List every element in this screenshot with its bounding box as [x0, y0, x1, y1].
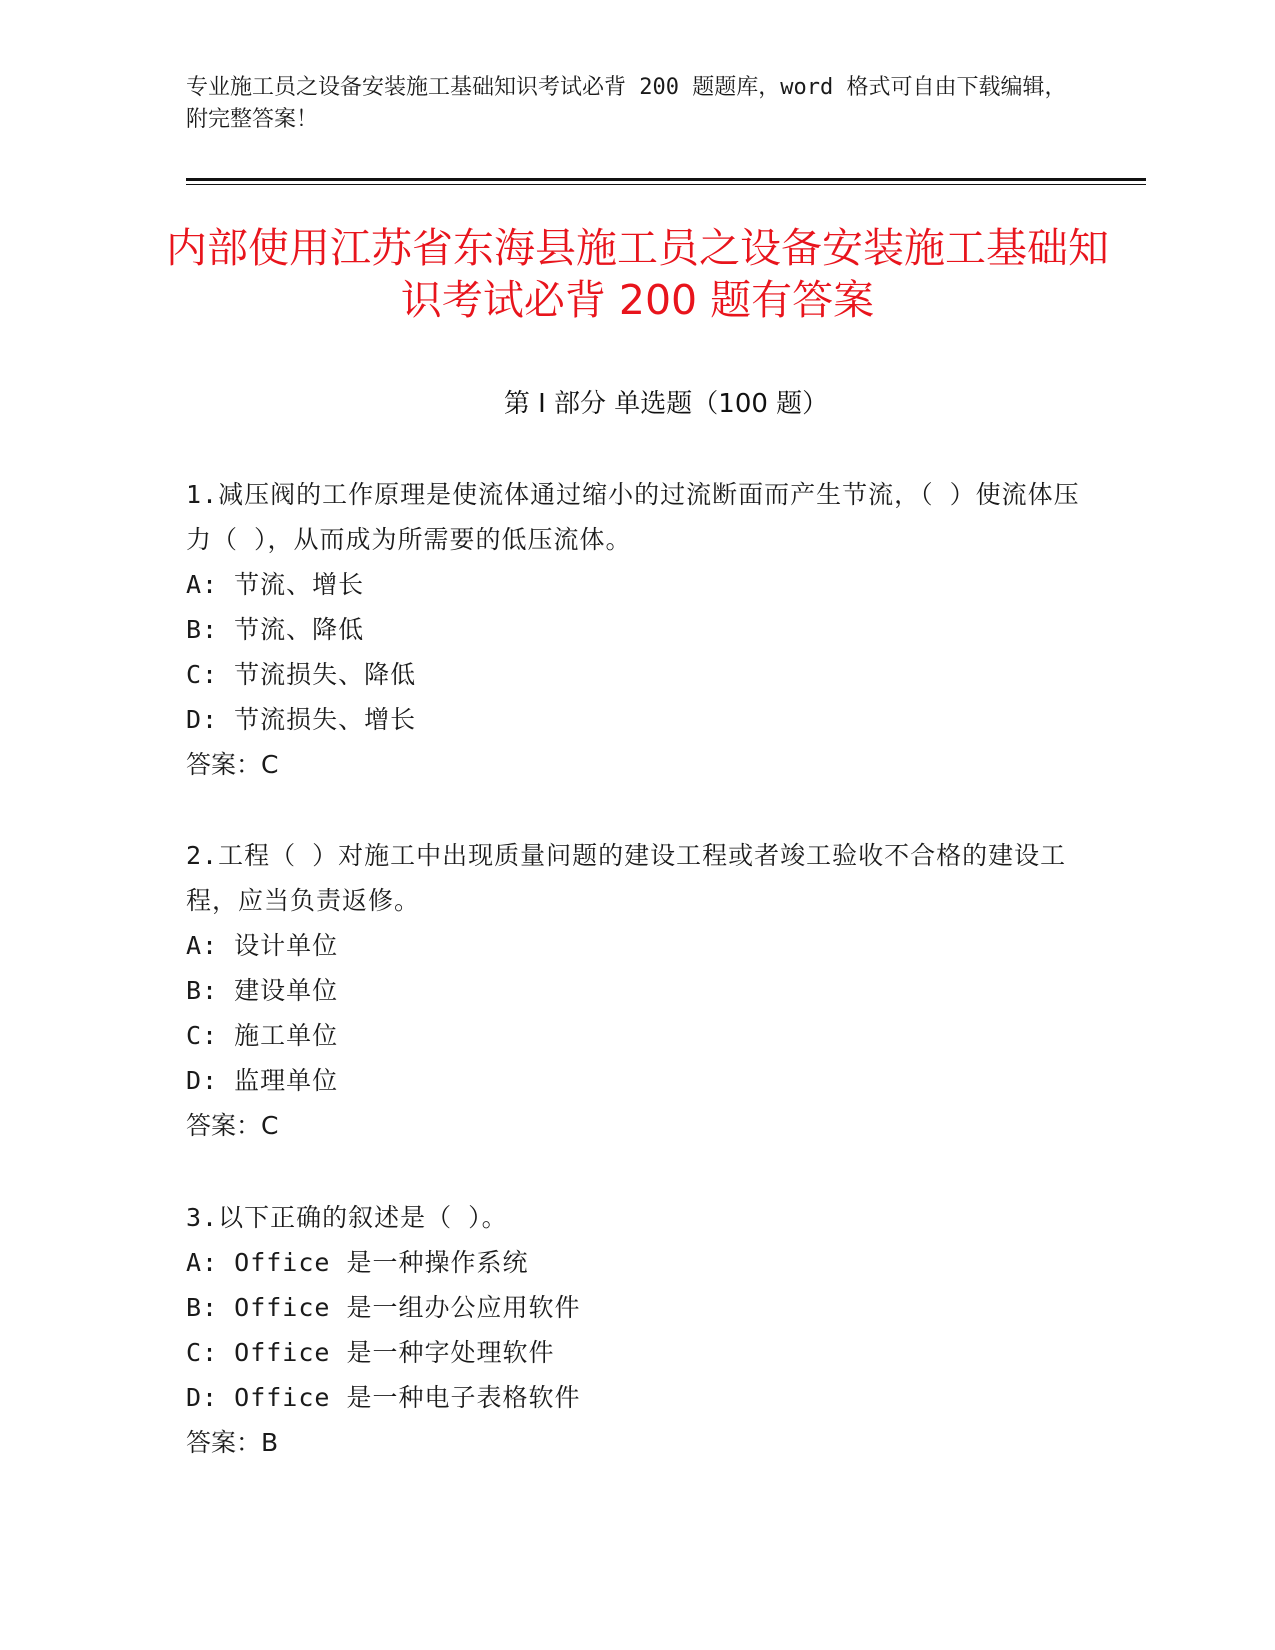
option-c: C: 节流损失、降低 — [186, 660, 417, 689]
question-stem: 2.工程（ ）对施工中出现质量问题的建设工程或者竣工验收不合格的建设工程，应当负责返修。 — [186, 841, 1067, 915]
question-stem: 3.以下正确的叙述是（ ）。 — [186, 1203, 508, 1232]
option-c: C: Office 是一种字处理软件 — [186, 1338, 555, 1367]
document-title: 内部使用江苏省东海县施工员之设备安装施工基础知识考试必背 200 题有答案 — [166, 224, 1109, 324]
header-note: 专业施工员之设备安装施工基础知识考试必背 200 题题库，word 格式可自由下载编辑，附完整答案！ — [186, 75, 1067, 132]
question-block — [186, 833, 1086, 1148]
option-c: C: 施工单位 — [186, 1021, 339, 1050]
answer-line: 答案：C — [186, 750, 279, 779]
option-d: D: 节流损失、增长 — [186, 705, 417, 734]
question-block — [186, 472, 1086, 787]
option-b: B: Office 是一组办公应用软件 — [186, 1293, 581, 1322]
section-title: 第 I 部分 单选题（100 题） — [503, 389, 829, 419]
option-d: D: 监理单位 — [186, 1066, 339, 1095]
header-divider-thin — [186, 184, 1146, 185]
option-a: A: Office 是一种操作系统 — [186, 1248, 529, 1277]
question-stem: 1.减压阀的工作原理是使流体通过缩小的过流断面而产生节流，（ ）使流体压力（ ），从而成为所需要的低压流体。 — [186, 480, 1080, 554]
answer-line: 答案：B — [186, 1428, 279, 1457]
option-b: B: 建设单位 — [186, 976, 339, 1005]
option-a: A: 设计单位 — [186, 931, 339, 960]
option-d: D: Office 是一种电子表格软件 — [186, 1383, 581, 1412]
option-a: A: 节流、增长 — [186, 570, 365, 599]
answer-line: 答案：C — [186, 1111, 279, 1140]
question-block — [186, 1195, 1086, 1465]
option-b: B: 节流、降低 — [186, 615, 365, 644]
header-divider-thick — [186, 178, 1146, 181]
